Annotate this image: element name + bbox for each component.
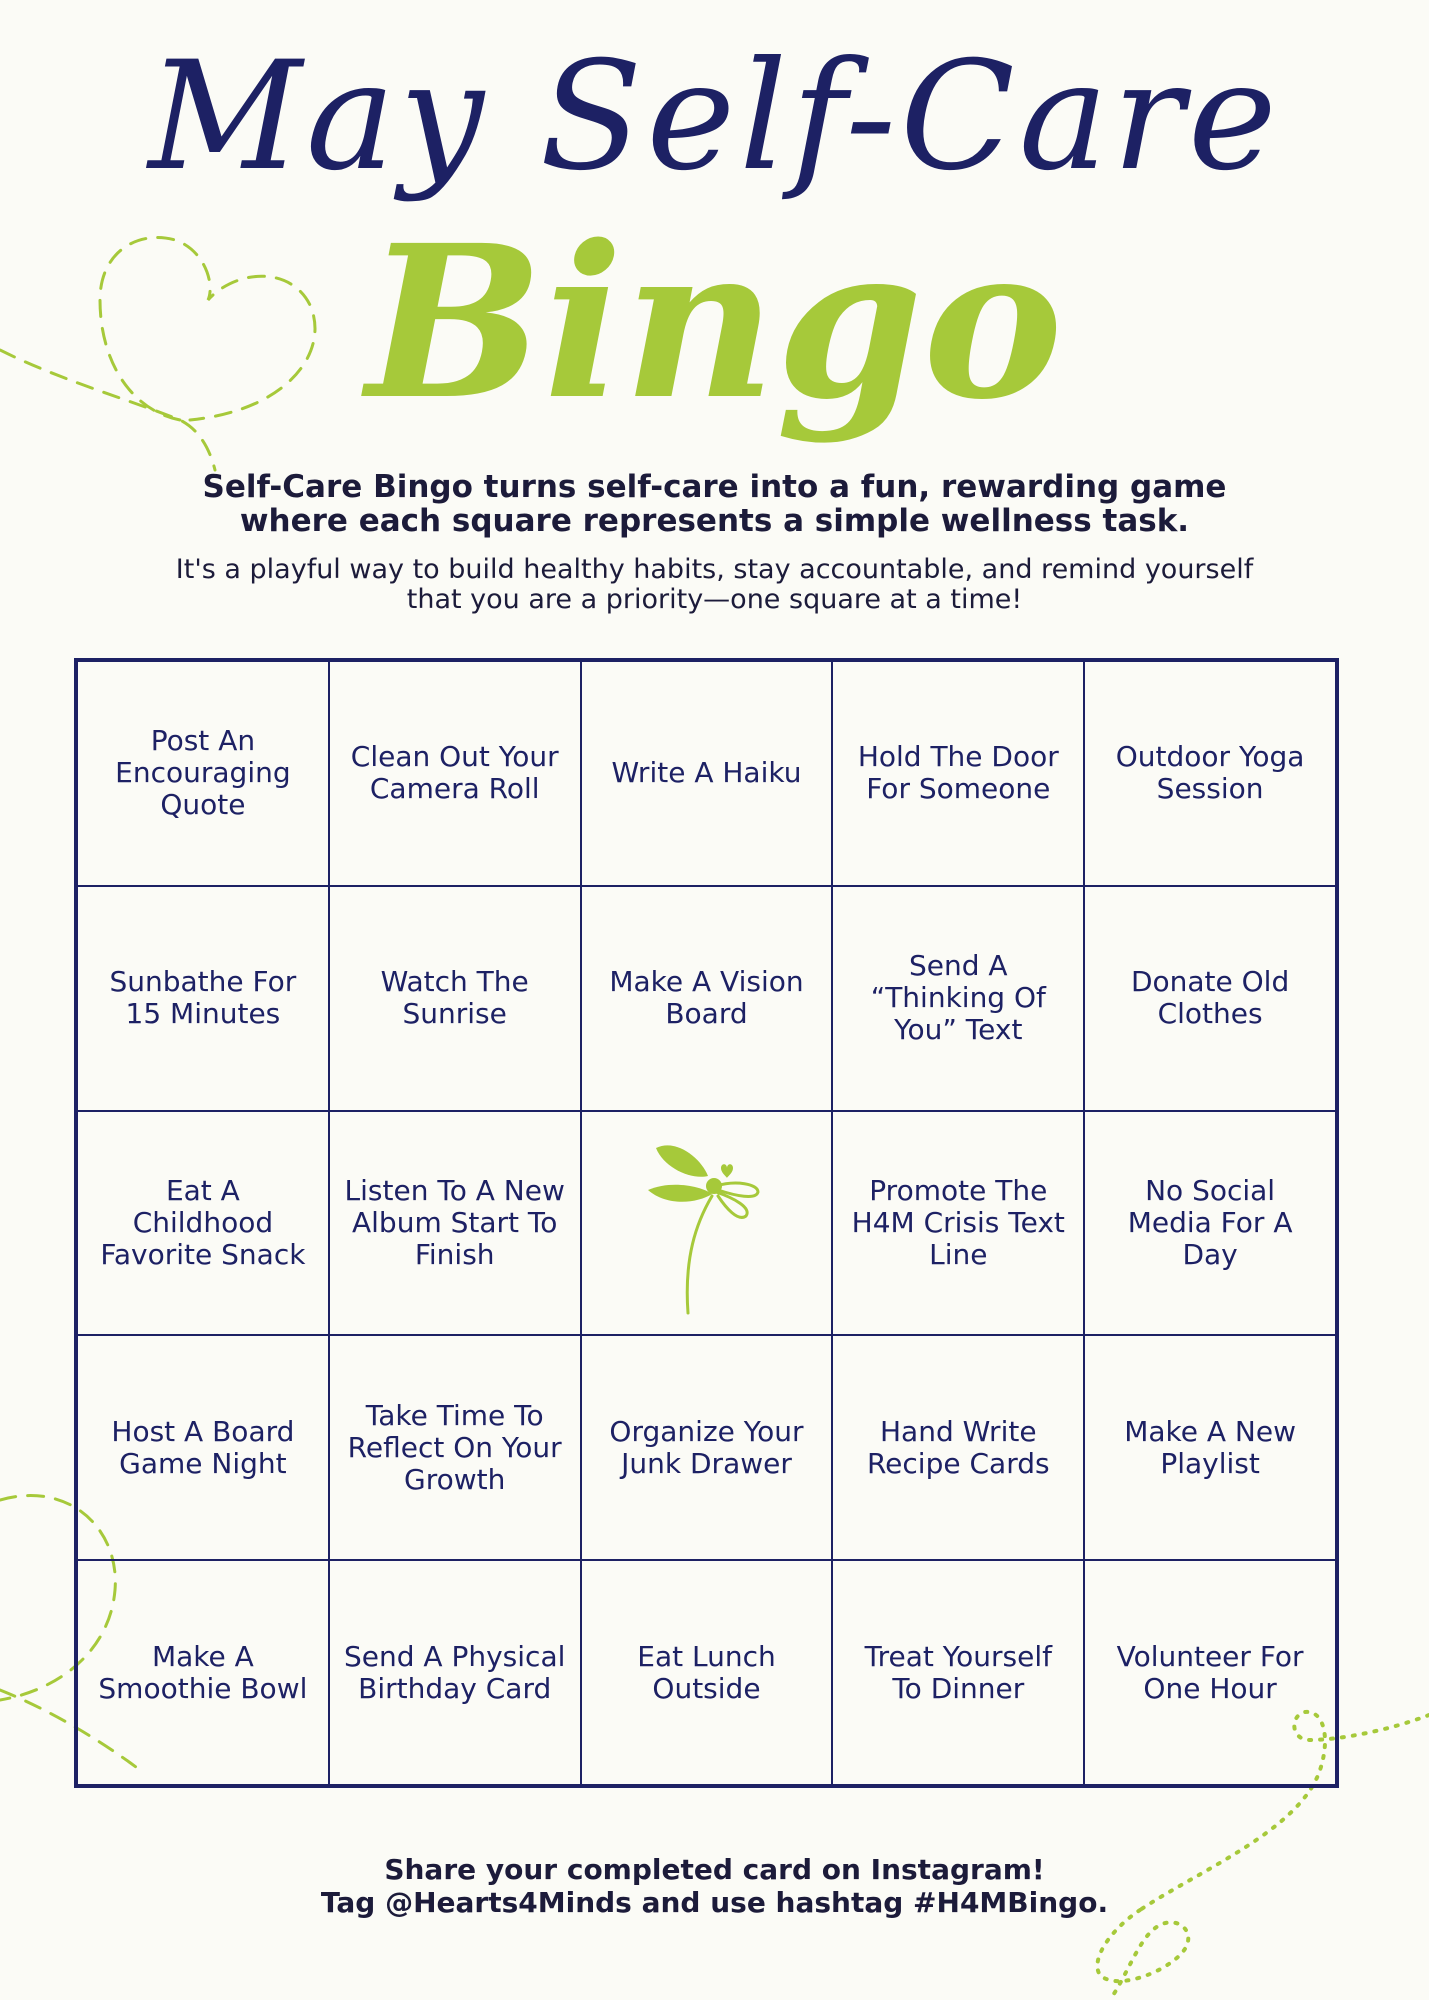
bingo-square (329, 1560, 581, 1785)
bingo-square (77, 1560, 329, 1785)
bingo-square (581, 886, 833, 1111)
bingo-square (77, 886, 329, 1111)
bingo-square (1084, 886, 1336, 1111)
bingo-square (832, 886, 1084, 1111)
bingo-square-label: Donate Old Clothes (1130, 965, 1290, 1031)
footer-line-share: Share your completed card on Instagram! (384, 1853, 1045, 1886)
bingo-square (581, 661, 833, 886)
bingo-square-label: Eat A Childhood Favorite Snack (100, 1173, 306, 1271)
bingo-square-label: Clean Out Your Camera Roll (350, 740, 559, 806)
bingo-square-label: Treat Yourself To Dinner (864, 1639, 1052, 1705)
bingo-square-label: Write A Haiku (611, 756, 802, 790)
bingo-square (832, 661, 1084, 886)
bingo-square-label: Promote The H4M Crisis Text Line (851, 1173, 1065, 1271)
bingo-square-label: Make A New Playlist (1124, 1414, 1296, 1480)
bingo-square (581, 1560, 833, 1785)
bingo-square-label: Hold The Door For Someone (857, 740, 1059, 806)
bingo-square-label: Send A Physical Birthday Card (344, 1639, 566, 1705)
bingo-square (77, 1111, 329, 1336)
bingo-square (1084, 1560, 1336, 1785)
page-title-script: May Self-Care (148, 30, 1281, 204)
bingo-square (329, 886, 581, 1111)
footer-line-tag: Tag @Hearts4Minds and use hashtag #H4MBingo. (320, 1886, 1109, 1919)
bingo-square (832, 1560, 1084, 1785)
footer-call-to-action (150, 1853, 1279, 1919)
bingo-square-label: Make A Smoothie Bowl (98, 1639, 308, 1705)
bingo-square (77, 661, 329, 886)
bingo-square-label: Watch The Sunrise (380, 965, 529, 1031)
bingo-square (77, 1335, 329, 1560)
bingo-board (74, 658, 1339, 1788)
bingo-square (329, 661, 581, 886)
bingo-square-label: Listen To A New Album Start To Finish (344, 1173, 565, 1271)
page-title-bingo: Bingo (366, 199, 1063, 446)
dragonfly-logo-icon (646, 1128, 766, 1318)
bingo-square (329, 1335, 581, 1560)
bingo-square (1084, 1335, 1336, 1560)
bingo-square-label: Post An Encouraging Quote (115, 724, 291, 822)
bingo-square-label: Organize Your Junk Drawer (609, 1414, 804, 1480)
bingo-square-label: Send A “Thinking Of You” Text (870, 949, 1046, 1047)
bingo-square-label: Volunteer For One Hour (1116, 1639, 1304, 1705)
bingo-square (1084, 1111, 1336, 1336)
intro-body: It's a playful way to build healthy habits, stay accountable, and remind yourself that you are a priority—one square at a time! (175, 554, 1254, 615)
bingo-square (329, 1111, 581, 1336)
bingo-square (1084, 661, 1336, 886)
bingo-square-label: Eat Lunch Outside (637, 1639, 776, 1705)
bingo-square (581, 1335, 833, 1560)
bingo-square-label: Hand Write Recipe Cards (866, 1414, 1050, 1480)
bingo-square-label: Outdoor Yoga Session (1115, 740, 1305, 806)
bingo-square-label: Take Time To Reflect On Your Growth (347, 1398, 562, 1496)
dotted-loop-bottom (1097, 1910, 1188, 2000)
bingo-square-label: Make A Vision Board (609, 965, 804, 1031)
bingo-square-label: Host A Board Game Night (111, 1414, 295, 1480)
bingo-square-label: No Social Media For A Day (1127, 1173, 1293, 1271)
bingo-square (832, 1335, 1084, 1560)
bingo-square (832, 1111, 1084, 1336)
intro-headline: Self-Care Bingo turns self-care into a fun, rewarding game where each square represents a simple wellness task. (202, 469, 1227, 539)
bingo-square-label: Sunbathe For 15 Minutes (109, 965, 297, 1031)
bingo-free-space (581, 1111, 833, 1336)
